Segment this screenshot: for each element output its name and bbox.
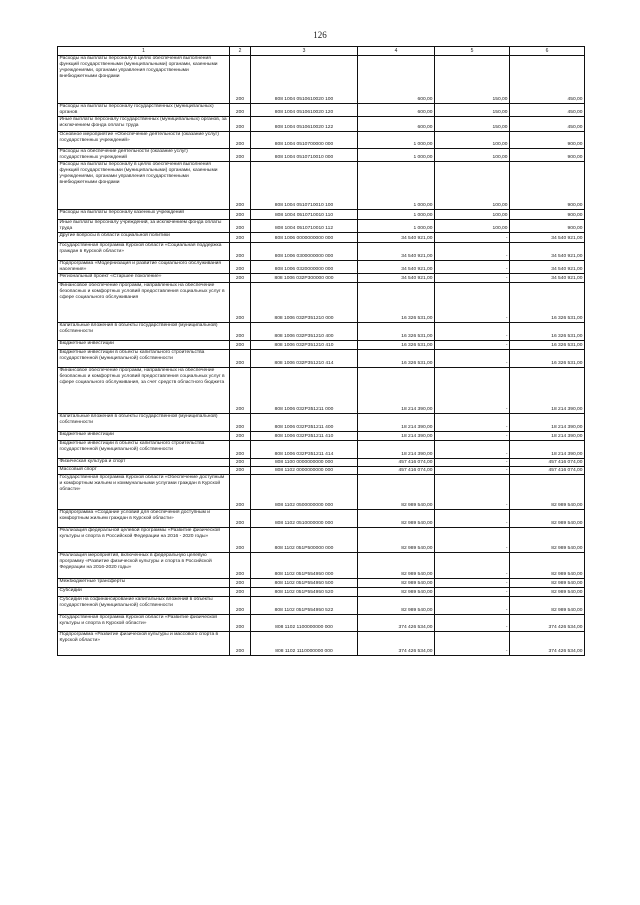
row-c5-cell: - bbox=[435, 552, 510, 578]
header-row bbox=[58, 47, 585, 56]
row-c5-cell: 100,00 bbox=[435, 219, 510, 232]
row-c5-cell: - bbox=[435, 322, 510, 340]
row-c3-cell: 808 1006 032P351211 414 bbox=[251, 440, 358, 458]
table-row bbox=[58, 209, 585, 219]
row-c3-cell: 808 1006 032P351211 000 bbox=[251, 367, 358, 413]
row-c5-cell: - bbox=[435, 340, 510, 349]
row-c4-cell: 457 416 074,00 bbox=[358, 466, 435, 474]
row-c3-cell: 808 1006 032P351210 410 bbox=[251, 340, 358, 349]
row-c6-cell: 16 326 531,00 bbox=[510, 282, 585, 322]
row-c2-cell: 200 bbox=[230, 367, 251, 413]
row-c5-cell: - bbox=[435, 631, 510, 655]
table-row bbox=[58, 349, 585, 367]
row-name-cell: Реализация мероприятий, включенных в федеральную целевую программу «Развитие физической культуры и спорта в Российской Федерации на 2016-2020 годы» bbox=[58, 552, 230, 578]
table-row bbox=[58, 367, 585, 413]
row-name-cell: Государственная программа Курской области «Развитие физической культуры и спорта в Курской области» bbox=[58, 614, 230, 631]
row-name-cell: Капитальные вложения в объекты государственной (муниципальной) собственности bbox=[58, 322, 230, 340]
row-name-cell: Иные выплаты персоналу государственных (муниципальных) органов, за исключением фонда оплаты труда bbox=[58, 116, 230, 131]
row-c2-cell: 200 bbox=[230, 232, 251, 242]
row-name-cell: Подпрограмма «Создание условий для обеспечения доступным и комфортным жильем граждан в Курской области» bbox=[58, 509, 230, 527]
row-c3-cell: 808 1006 032P351210 000 bbox=[251, 282, 358, 322]
row-c2-cell: 200 bbox=[230, 440, 251, 458]
table-row bbox=[58, 242, 585, 260]
row-c6-cell: 450,00 bbox=[510, 116, 585, 131]
row-c4-cell: 16 326 531,00 bbox=[358, 322, 435, 340]
row-name-cell: Межбюджетные трансферты bbox=[58, 578, 230, 587]
row-c6-cell: 18 214 390,00 bbox=[510, 413, 585, 431]
row-c4-cell: 18 214 390,00 bbox=[358, 431, 435, 440]
row-c3-cell: 808 1004 0510710010 110 bbox=[251, 209, 358, 219]
row-c4-cell: 34 540 921,00 bbox=[358, 242, 435, 260]
row-name-cell: Бюджетные инвестиции в объекты капитального строительства государственной (муниципальной) собственности bbox=[58, 440, 230, 458]
row-c6-cell: 82 989 540,00 bbox=[510, 552, 585, 578]
table-row bbox=[58, 131, 585, 148]
row-c6-cell: 34 540 921,00 bbox=[510, 260, 585, 273]
table-row bbox=[58, 148, 585, 161]
header-cell: 4 bbox=[358, 47, 435, 56]
row-c4-cell: 82 989 540,00 bbox=[358, 587, 435, 596]
row-c4-cell: 600,00 bbox=[358, 104, 435, 117]
row-c6-cell: 374 426 534,00 bbox=[510, 614, 585, 631]
row-name-cell: Иные выплаты персоналу учреждений, за исключением фонда оплаты труда bbox=[58, 219, 230, 232]
row-c3-cell: 808 1102 051P554950 522 bbox=[251, 596, 358, 614]
row-c3-cell: 808 1004 0510710010 000 bbox=[251, 148, 358, 161]
row-name-cell: Подпрограмма «Развитие физической культуры и массового спорта в Курской области» bbox=[58, 631, 230, 655]
row-c2-cell: 200 bbox=[230, 273, 251, 282]
row-c5-cell: - bbox=[435, 282, 510, 322]
table-row bbox=[58, 614, 585, 631]
row-c3-cell: 808 1006 0000000000 000 bbox=[251, 232, 358, 242]
row-c6-cell: 82 989 540,00 bbox=[510, 578, 585, 587]
row-name-cell: Субсидии на софинансирование капитальных вложений в объекты государственной (муниципальной) собственности bbox=[58, 596, 230, 614]
table-row bbox=[58, 413, 585, 431]
row-c4-cell: 34 540 921,00 bbox=[358, 232, 435, 242]
row-c6-cell: 900,00 bbox=[510, 148, 585, 161]
row-c3-cell: 808 1006 032P300000 000 bbox=[251, 273, 358, 282]
row-c6-cell: 34 540 921,00 bbox=[510, 242, 585, 260]
row-c4-cell: 16 326 531,00 bbox=[358, 349, 435, 367]
table-row bbox=[58, 273, 585, 282]
row-c2-cell: 200 bbox=[230, 431, 251, 440]
row-name-cell: Региональный проект «Старшее поколение» bbox=[58, 273, 230, 282]
row-c6-cell: 34 540 921,00 bbox=[510, 232, 585, 242]
row-c4-cell: 1 000,00 bbox=[358, 161, 435, 209]
row-name-cell: Расходы на выплаты персоналу в целях обеспечения выполнения функций государственными (муниципальными) органами, казенными учреждениями, органами управления государственными внебюджетными фондами bbox=[58, 56, 230, 104]
row-name-cell: Финансовое обеспечение программ, направленных на обеспечение безопасных и комфортных условий предоставления социальных услуг в сфере социального обслуживания, за счет средств областного бюджета bbox=[58, 367, 230, 413]
row-c6-cell: 457 416 074,00 bbox=[510, 458, 585, 466]
row-name-cell: Основное мероприятие «Обеспечение деятельности (оказание услуг) государственных учреждений» bbox=[58, 131, 230, 148]
row-c6-cell: 450,00 bbox=[510, 56, 585, 104]
row-c3-cell: 808 1102 1110000000 000 bbox=[251, 631, 358, 655]
row-c4-cell: 82 989 540,00 bbox=[358, 509, 435, 527]
row-c3-cell: 808 1006 032P351210 400 bbox=[251, 322, 358, 340]
row-c2-cell: 200 bbox=[230, 349, 251, 367]
row-c4-cell: 18 214 390,00 bbox=[358, 367, 435, 413]
row-name-cell: Подпрограмма «Модернизация и развитие социального обслуживания населения» bbox=[58, 260, 230, 273]
row-name-cell: Расходы на выплаты персоналу в целях обеспечения выполнения функций государственными (муниципальными) органами, казенными учреждениями, органами управления государственными внебюджетными фондами bbox=[58, 161, 230, 209]
row-c5-cell: - bbox=[435, 431, 510, 440]
row-c2-cell: 200 bbox=[230, 631, 251, 655]
row-c5-cell: - bbox=[435, 349, 510, 367]
row-c5-cell: 100,00 bbox=[435, 161, 510, 209]
row-c5-cell: - bbox=[435, 440, 510, 458]
row-c3-cell: 808 1102 051P554950 520 bbox=[251, 587, 358, 596]
row-c2-cell: 200 bbox=[230, 260, 251, 273]
row-c2-cell: 200 bbox=[230, 413, 251, 431]
row-c6-cell: 16 326 531,00 bbox=[510, 322, 585, 340]
row-c6-cell: 457 416 074,00 bbox=[510, 466, 585, 474]
table-row bbox=[58, 578, 585, 587]
row-c6-cell: 82 989 540,00 bbox=[510, 474, 585, 509]
row-c5-cell: 100,00 bbox=[435, 209, 510, 219]
row-c5-cell: - bbox=[435, 413, 510, 431]
row-c2-cell: 200 bbox=[230, 509, 251, 527]
table-row bbox=[58, 104, 585, 117]
row-c2-cell: 200 bbox=[230, 322, 251, 340]
row-c5-cell: - bbox=[435, 596, 510, 614]
row-c6-cell: 18 214 390,00 bbox=[510, 440, 585, 458]
row-c3-cell: 808 1006 0320000000 000 bbox=[251, 260, 358, 273]
row-c3-cell: 808 1102 051P500000 000 bbox=[251, 527, 358, 552]
row-c4-cell: 1 000,00 bbox=[358, 131, 435, 148]
row-c3-cell: 808 1004 0510610020 120 bbox=[251, 104, 358, 117]
table-row bbox=[58, 509, 585, 527]
row-c3-cell: 808 1102 051P554950 000 bbox=[251, 552, 358, 578]
row-c3-cell: 808 1006 032P351211 410 bbox=[251, 431, 358, 440]
row-c2-cell: 200 bbox=[230, 527, 251, 552]
row-c6-cell: 18 214 390,00 bbox=[510, 431, 585, 440]
table-row bbox=[58, 440, 585, 458]
row-c2-cell: 200 bbox=[230, 578, 251, 587]
row-name-cell: Государственная программа Курской области «Обеспечение доступным и комфортным жильем и коммунальными услугами граждан в Курской области» bbox=[58, 474, 230, 509]
row-c2-cell: 200 bbox=[230, 242, 251, 260]
row-name-cell: Капитальные вложения в объекты государственной (муниципальной) собственности bbox=[58, 413, 230, 431]
row-c5-cell: - bbox=[435, 509, 510, 527]
row-c4-cell: 82 989 540,00 bbox=[358, 552, 435, 578]
row-c3-cell: 808 1004 0510610020 122 bbox=[251, 116, 358, 131]
row-name-cell: Расходы на выплаты персоналу казенных учреждений bbox=[58, 209, 230, 219]
row-c6-cell: 82 989 540,00 bbox=[510, 509, 585, 527]
row-c4-cell: 1 000,00 bbox=[358, 148, 435, 161]
row-c5-cell: - bbox=[435, 273, 510, 282]
row-c4-cell: 457 416 074,00 bbox=[358, 458, 435, 466]
row-c2-cell: 200 bbox=[230, 458, 251, 466]
row-c4-cell: 82 989 540,00 bbox=[358, 578, 435, 587]
table-row bbox=[58, 219, 585, 232]
row-c4-cell: 34 540 921,00 bbox=[358, 273, 435, 282]
table-row bbox=[58, 552, 585, 578]
row-c2-cell: 200 bbox=[230, 340, 251, 349]
row-c5-cell: - bbox=[435, 578, 510, 587]
row-c4-cell: 82 989 540,00 bbox=[358, 474, 435, 509]
row-c6-cell: 16 326 531,00 bbox=[510, 340, 585, 349]
row-c2-cell: 200 bbox=[230, 552, 251, 578]
row-c3-cell: 808 1100 0000000000 000 bbox=[251, 458, 358, 466]
row-c2-cell: 200 bbox=[230, 614, 251, 631]
row-c5-cell: - bbox=[435, 458, 510, 466]
row-c3-cell: 808 1004 0510710010 100 bbox=[251, 161, 358, 209]
row-name-cell: Бюджетные инвестиции bbox=[58, 340, 230, 349]
table-row bbox=[58, 340, 585, 349]
table-row bbox=[58, 596, 585, 614]
row-name-cell: Массовый спорт bbox=[58, 466, 230, 474]
row-c4-cell: 18 214 390,00 bbox=[358, 413, 435, 431]
row-c2-cell: 200 bbox=[230, 148, 251, 161]
row-c6-cell: 900,00 bbox=[510, 161, 585, 209]
row-c3-cell: 808 1006 032P351210 414 bbox=[251, 349, 358, 367]
row-c4-cell: 1 000,00 bbox=[358, 219, 435, 232]
row-c6-cell: 34 540 921,00 bbox=[510, 273, 585, 282]
row-c6-cell: 82 989 540,00 bbox=[510, 527, 585, 552]
row-c4-cell: 600,00 bbox=[358, 56, 435, 104]
row-c2-cell: 200 bbox=[230, 56, 251, 104]
row-name-cell: Другие вопросы в области социальной политики bbox=[58, 232, 230, 242]
table-row bbox=[58, 260, 585, 273]
row-c5-cell: 100,00 bbox=[435, 131, 510, 148]
row-c5-cell: - bbox=[435, 614, 510, 631]
table-row bbox=[58, 474, 585, 509]
row-c2-cell: 200 bbox=[230, 116, 251, 131]
row-c3-cell: 808 1102 0500000000 000 bbox=[251, 474, 358, 509]
row-name-cell: Государственная программа Курской области «Социальная поддержка граждан в Курской области» bbox=[58, 242, 230, 260]
row-c6-cell: 900,00 bbox=[510, 209, 585, 219]
row-c6-cell: 82 989 540,00 bbox=[510, 587, 585, 596]
row-c4-cell: 82 989 540,00 bbox=[358, 596, 435, 614]
header-cell: 1 bbox=[58, 47, 230, 56]
table-body bbox=[58, 56, 585, 656]
row-c3-cell: 808 1006 0300000000 000 bbox=[251, 242, 358, 260]
row-c3-cell: 808 1102 0510000000 000 bbox=[251, 509, 358, 527]
row-c2-cell: 200 bbox=[230, 209, 251, 219]
header-cell: 3 bbox=[251, 47, 358, 56]
row-c2-cell: 200 bbox=[230, 587, 251, 596]
row-c3-cell: 808 1004 0510610020 100 bbox=[251, 56, 358, 104]
row-c2-cell: 200 bbox=[230, 466, 251, 474]
row-c6-cell: 16 326 531,00 bbox=[510, 349, 585, 367]
row-c2-cell: 200 bbox=[230, 104, 251, 117]
row-c5-cell: - bbox=[435, 367, 510, 413]
row-c2-cell: 200 bbox=[230, 161, 251, 209]
table-row bbox=[58, 431, 585, 440]
table-row bbox=[58, 322, 585, 340]
table-row bbox=[58, 466, 585, 474]
table-row bbox=[58, 232, 585, 242]
row-c4-cell: 82 989 540,00 bbox=[358, 527, 435, 552]
row-c6-cell: 900,00 bbox=[510, 131, 585, 148]
row-c4-cell: 1 000,00 bbox=[358, 209, 435, 219]
row-c6-cell: 374 426 534,00 bbox=[510, 631, 585, 655]
row-c4-cell: 600,00 bbox=[358, 116, 435, 131]
budget-table bbox=[57, 46, 585, 656]
row-name-cell: Расходы на обеспечение деятельности (оказание услуг) государственных учреждений bbox=[58, 148, 230, 161]
row-c6-cell: 18 214 390,00 bbox=[510, 367, 585, 413]
row-name-cell: Субсидии bbox=[58, 587, 230, 596]
header-cell: 2 bbox=[230, 47, 251, 56]
row-name-cell: Физическая культура и спорт bbox=[58, 458, 230, 466]
row-name-cell: Бюджетные инвестиции bbox=[58, 431, 230, 440]
row-name-cell: Расходы на выплаты персоналу государственных (муниципальных) органов bbox=[58, 104, 230, 117]
table-row bbox=[58, 458, 585, 466]
row-c3-cell: 808 1004 0510710010 112 bbox=[251, 219, 358, 232]
row-c5-cell: 150,00 bbox=[435, 56, 510, 104]
row-c2-cell: 200 bbox=[230, 474, 251, 509]
header-cell: 6 bbox=[510, 47, 585, 56]
row-c4-cell: 16 326 531,00 bbox=[358, 340, 435, 349]
row-c4-cell: 34 540 921,00 bbox=[358, 260, 435, 273]
row-c6-cell: 450,00 bbox=[510, 104, 585, 117]
row-c3-cell: 808 1102 0000000000 000 bbox=[251, 466, 358, 474]
row-c5-cell: 150,00 bbox=[435, 104, 510, 117]
row-c5-cell: - bbox=[435, 466, 510, 474]
table-row bbox=[58, 282, 585, 322]
row-c3-cell: 808 1102 051P554950 500 bbox=[251, 578, 358, 587]
row-name-cell: Реализация федеральной целевой программы «Развитие физической культуры и спорта в Российской Федерации на 2016 - 2020 годы» bbox=[58, 527, 230, 552]
header-cell: 5 bbox=[435, 47, 510, 56]
row-c4-cell: 374 426 534,00 bbox=[358, 614, 435, 631]
row-c5-cell: - bbox=[435, 242, 510, 260]
row-c3-cell: 808 1102 1100000000 000 bbox=[251, 614, 358, 631]
table-row bbox=[58, 587, 585, 596]
table-row bbox=[58, 631, 585, 655]
table-row bbox=[58, 116, 585, 131]
row-c3-cell: 808 1004 0510700000 000 bbox=[251, 131, 358, 148]
row-c2-cell: 200 bbox=[230, 596, 251, 614]
row-c2-cell: 200 bbox=[230, 282, 251, 322]
table-row bbox=[58, 161, 585, 209]
row-c2-cell: 200 bbox=[230, 131, 251, 148]
row-name-cell: Финансовое обеспечение программ, направленных на обеспечение безопасных и комфортных условий предоставления социальных услуг в сфере социального обслуживания bbox=[58, 282, 230, 322]
table-row bbox=[58, 527, 585, 552]
row-c6-cell: 82 989 540,00 bbox=[510, 596, 585, 614]
row-c5-cell: - bbox=[435, 587, 510, 596]
row-c6-cell: 900,00 bbox=[510, 219, 585, 232]
row-c5-cell: - bbox=[435, 232, 510, 242]
row-c5-cell: - bbox=[435, 474, 510, 509]
page-number: 126 bbox=[313, 30, 327, 40]
row-c4-cell: 18 214 390,00 bbox=[358, 440, 435, 458]
row-c5-cell: 100,00 bbox=[435, 148, 510, 161]
row-c5-cell: - bbox=[435, 260, 510, 273]
row-c4-cell: 374 426 534,00 bbox=[358, 631, 435, 655]
row-c5-cell: 150,00 bbox=[435, 116, 510, 131]
row-name-cell: Бюджетные инвестиции в объекты капитального строительства государственной (муниципальной) собственности bbox=[58, 349, 230, 367]
row-c3-cell: 808 1006 032P351211 400 bbox=[251, 413, 358, 431]
row-c5-cell: - bbox=[435, 527, 510, 552]
row-c2-cell: 200 bbox=[230, 219, 251, 232]
row-c4-cell: 16 326 531,00 bbox=[358, 282, 435, 322]
table-row bbox=[58, 56, 585, 104]
